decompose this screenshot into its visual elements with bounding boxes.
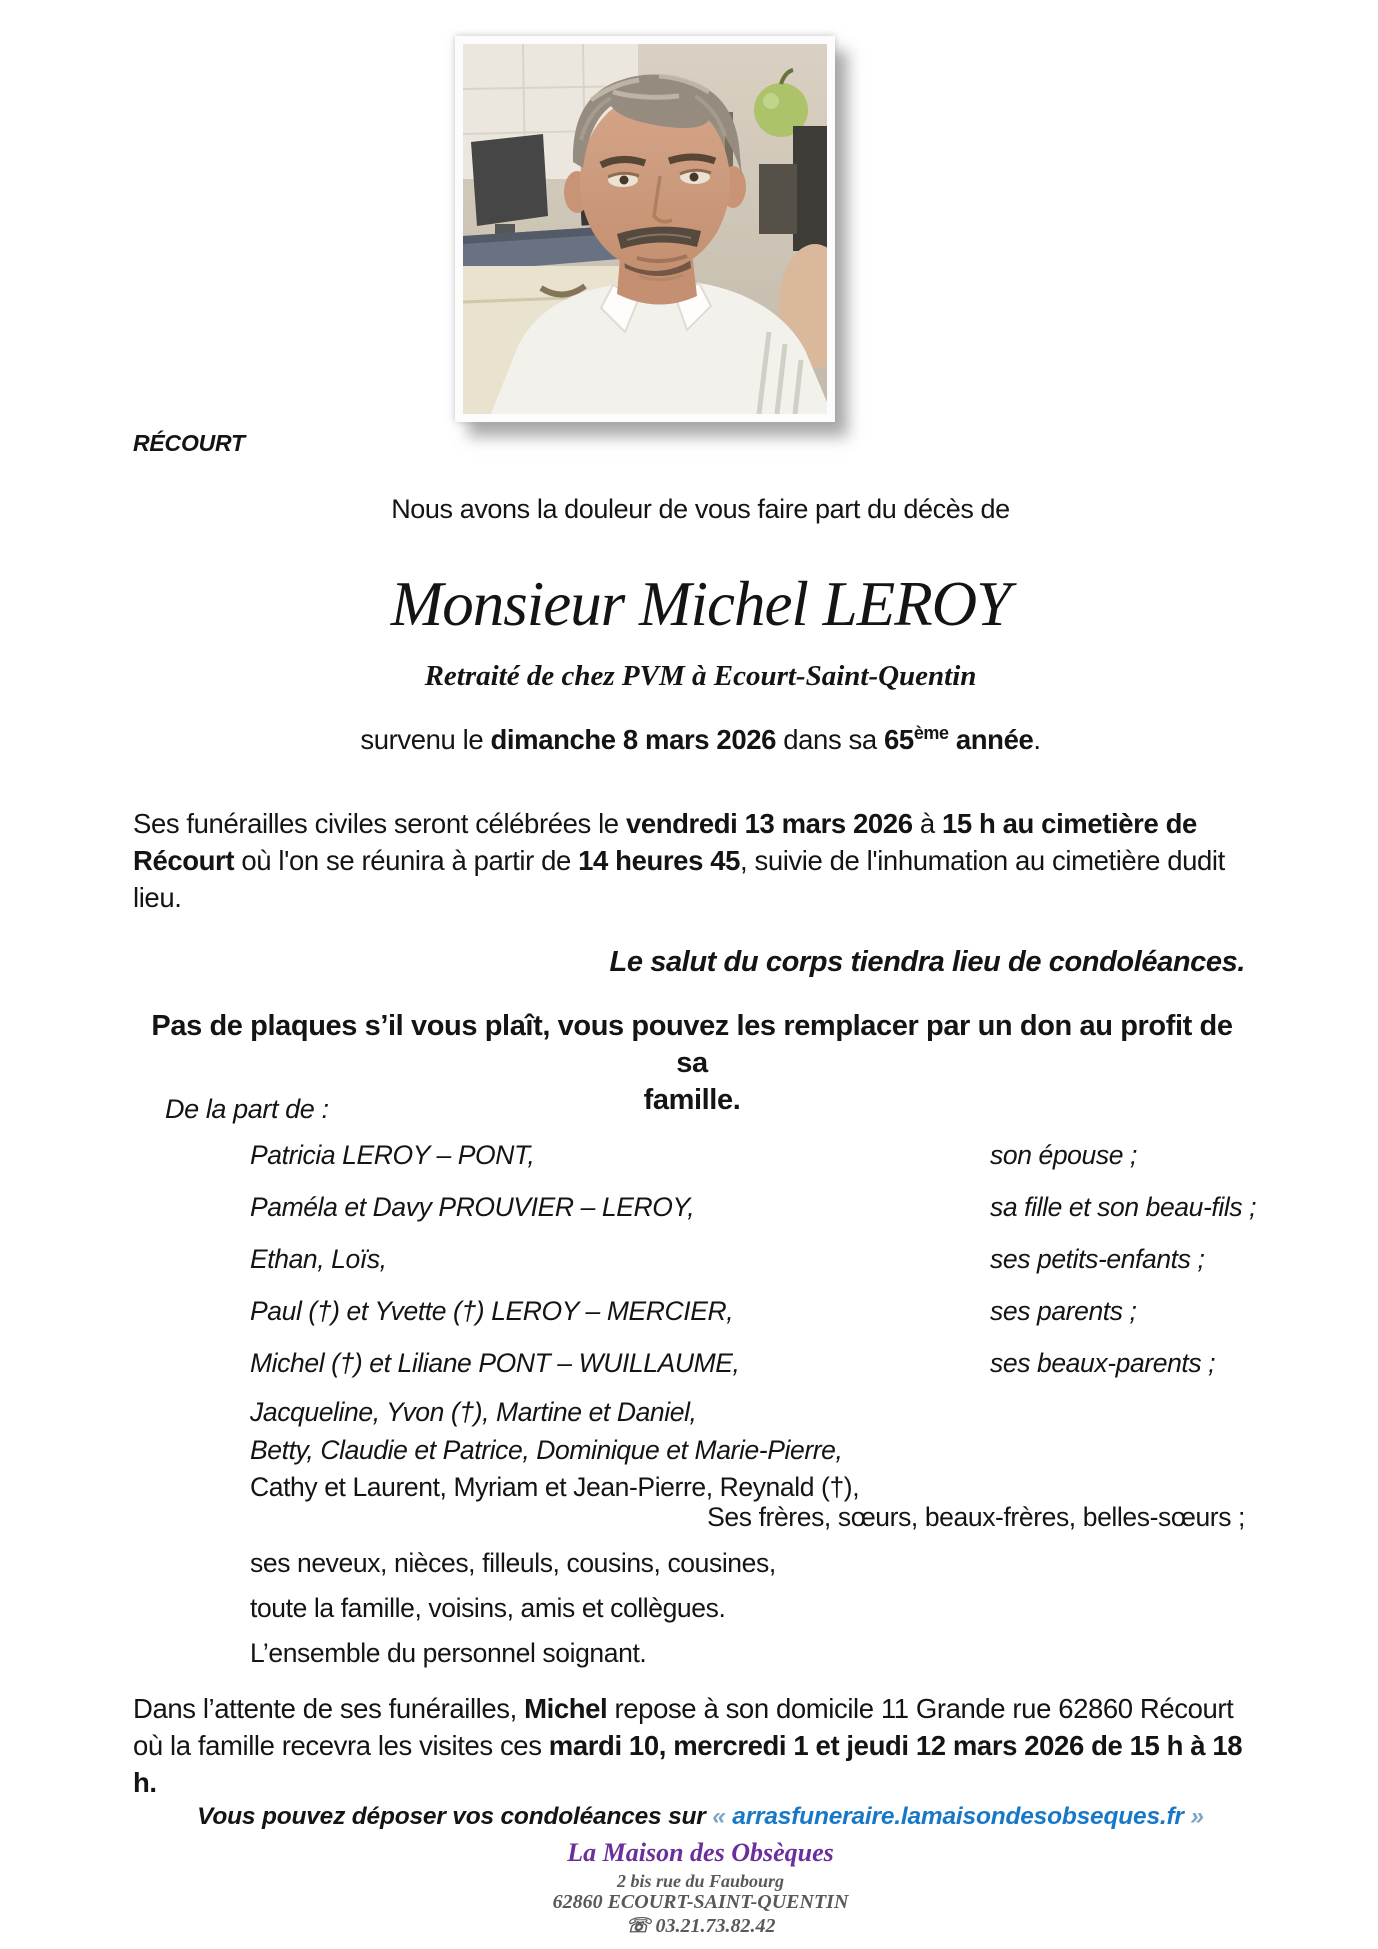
death-date-line xyxy=(133,724,1268,756)
portrait-illustration xyxy=(463,44,827,414)
repose-name: Michel xyxy=(524,1693,608,1724)
funeral-text: Ses funérailles civiles seront célébrées le xyxy=(133,808,626,839)
phone-number: 03.21.73.82.42 xyxy=(655,1915,776,1937)
funeral-home-name: La Maison des Obsèques xyxy=(567,1838,834,1867)
close-guillemet: » xyxy=(1183,1803,1204,1830)
death-age: 65 xyxy=(884,724,914,755)
online-condolences-line xyxy=(133,1803,1268,1831)
family-row xyxy=(250,1192,1258,1223)
no-plaques-line2: famille. xyxy=(643,1084,741,1116)
city-label: RÉCOURT xyxy=(133,430,245,456)
open-guillemet: « xyxy=(712,1803,733,1830)
phone-icon: ☏ xyxy=(625,1915,651,1937)
family-name: Patricia LEROY – PONT, xyxy=(250,1140,535,1170)
deceased-name: Monsieur Michel LEROY xyxy=(390,569,1011,639)
funeral-text: où l'on se réunira à partir de xyxy=(234,845,579,876)
family-row xyxy=(250,1140,1258,1171)
deceased-subtitle: Retraité de chez PVM à Ecourt-Saint-Quentin xyxy=(424,660,977,692)
condolences-link[interactable]: arrasfuneraire.lamaisondesobseques.fr xyxy=(732,1803,1184,1830)
funeral-text: , suivie de l'inhumation au cimetière dudit lieu. xyxy=(133,845,1225,913)
death-date: dimanche 8 mars 2026 xyxy=(490,724,777,755)
relatives-line: ses neveux, nièces, filleuls, cousins, cousines, xyxy=(250,1548,776,1578)
family-name: Paméla et Davy PROUVIER – LEROY, xyxy=(250,1192,695,1222)
online-text: Vous pouvez déposer vos condoléances sur xyxy=(197,1803,713,1830)
funeral-home-street: 2 bis rue du Faubourg xyxy=(616,1871,785,1891)
family-relation: ses parents ; xyxy=(990,1296,1137,1326)
no-plaques-line1: Pas de plaques s’il vous plaît, vous pouvez les remplacer par un don au profit de sa xyxy=(151,1010,1233,1079)
relatives-line: L’ensemble du personnel soignant. xyxy=(250,1638,647,1668)
intro-line: Nous avons la douleur de vous faire part du décès de xyxy=(391,494,1010,524)
portrait-photo xyxy=(455,36,835,422)
funeral-place2: Récourt xyxy=(133,845,235,876)
funeral-place: 15 h au cimetière de xyxy=(941,808,1197,839)
repose-text: Dans l’attente de ses funérailles, xyxy=(133,1693,525,1724)
funeral-paragraph xyxy=(133,805,1251,916)
family-relation: ses petits-enfants ; xyxy=(990,1244,1205,1274)
family-relation: ses beaux-parents ; xyxy=(990,1348,1216,1378)
siblings-line: Betty, Claudie et Patrice, Dominique et Marie-Pierre, xyxy=(250,1434,843,1465)
relatives-line: toute la famille, voisins, amis et collègues. xyxy=(250,1593,726,1623)
death-seg: survenu le xyxy=(360,724,491,755)
family-row xyxy=(250,1244,1258,1275)
funeral-date: vendredi 13 mars 2026 xyxy=(625,808,913,839)
repose-dates: mardi 10, mercredi 1 et jeudi 12 mars 2026 de 15 h à 18 h. xyxy=(133,1730,1243,1798)
salute-note: Le salut du corps tiendra lieu de condoléances. xyxy=(609,946,1245,978)
funeral-text: à xyxy=(912,808,942,839)
family-name: Ethan, Loïs, xyxy=(250,1244,387,1274)
death-age-word: année xyxy=(948,724,1034,755)
death-age-ordinal: ème xyxy=(913,722,949,743)
funeral-home-phone xyxy=(133,1913,1268,1938)
family-row xyxy=(250,1348,1258,1379)
repose-text: où la famille recevra les visites ces xyxy=(133,1730,549,1761)
funeral-time: 14 heures 45 xyxy=(578,845,740,876)
siblings-line: Jacqueline, Yvon (†), Martine et Daniel, xyxy=(250,1397,697,1427)
death-seg: . xyxy=(1033,724,1041,755)
from-label: De la part de : xyxy=(165,1094,329,1124)
death-seg: dans sa xyxy=(776,724,885,755)
siblings-line: Cathy et Laurent, Myriam et Jean-Pierre, Reynald (†), xyxy=(250,1472,860,1502)
family-name: Michel (†) et Liliane PONT – WUILLAUME, xyxy=(250,1348,740,1378)
repose-paragraph xyxy=(133,1690,1258,1801)
family-row xyxy=(250,1296,1258,1327)
repose-text: repose à son domicile 11 Grande rue 62860 Récourt xyxy=(607,1693,1234,1724)
family-relation: sa fille et son beau-fils ; xyxy=(990,1192,1257,1222)
family-relation: son épouse ; xyxy=(990,1140,1137,1170)
funeral-home-city: 62860 ECOURT-SAINT-QUENTIN xyxy=(552,1891,849,1913)
siblings-block xyxy=(250,1394,859,1507)
siblings-relation: Ses frères, sœurs, beaux-frères, belles-sœurs ; xyxy=(707,1502,1245,1532)
family-name: Paul (†) et Yvette (†) LEROY – MERCIER, xyxy=(250,1296,734,1326)
